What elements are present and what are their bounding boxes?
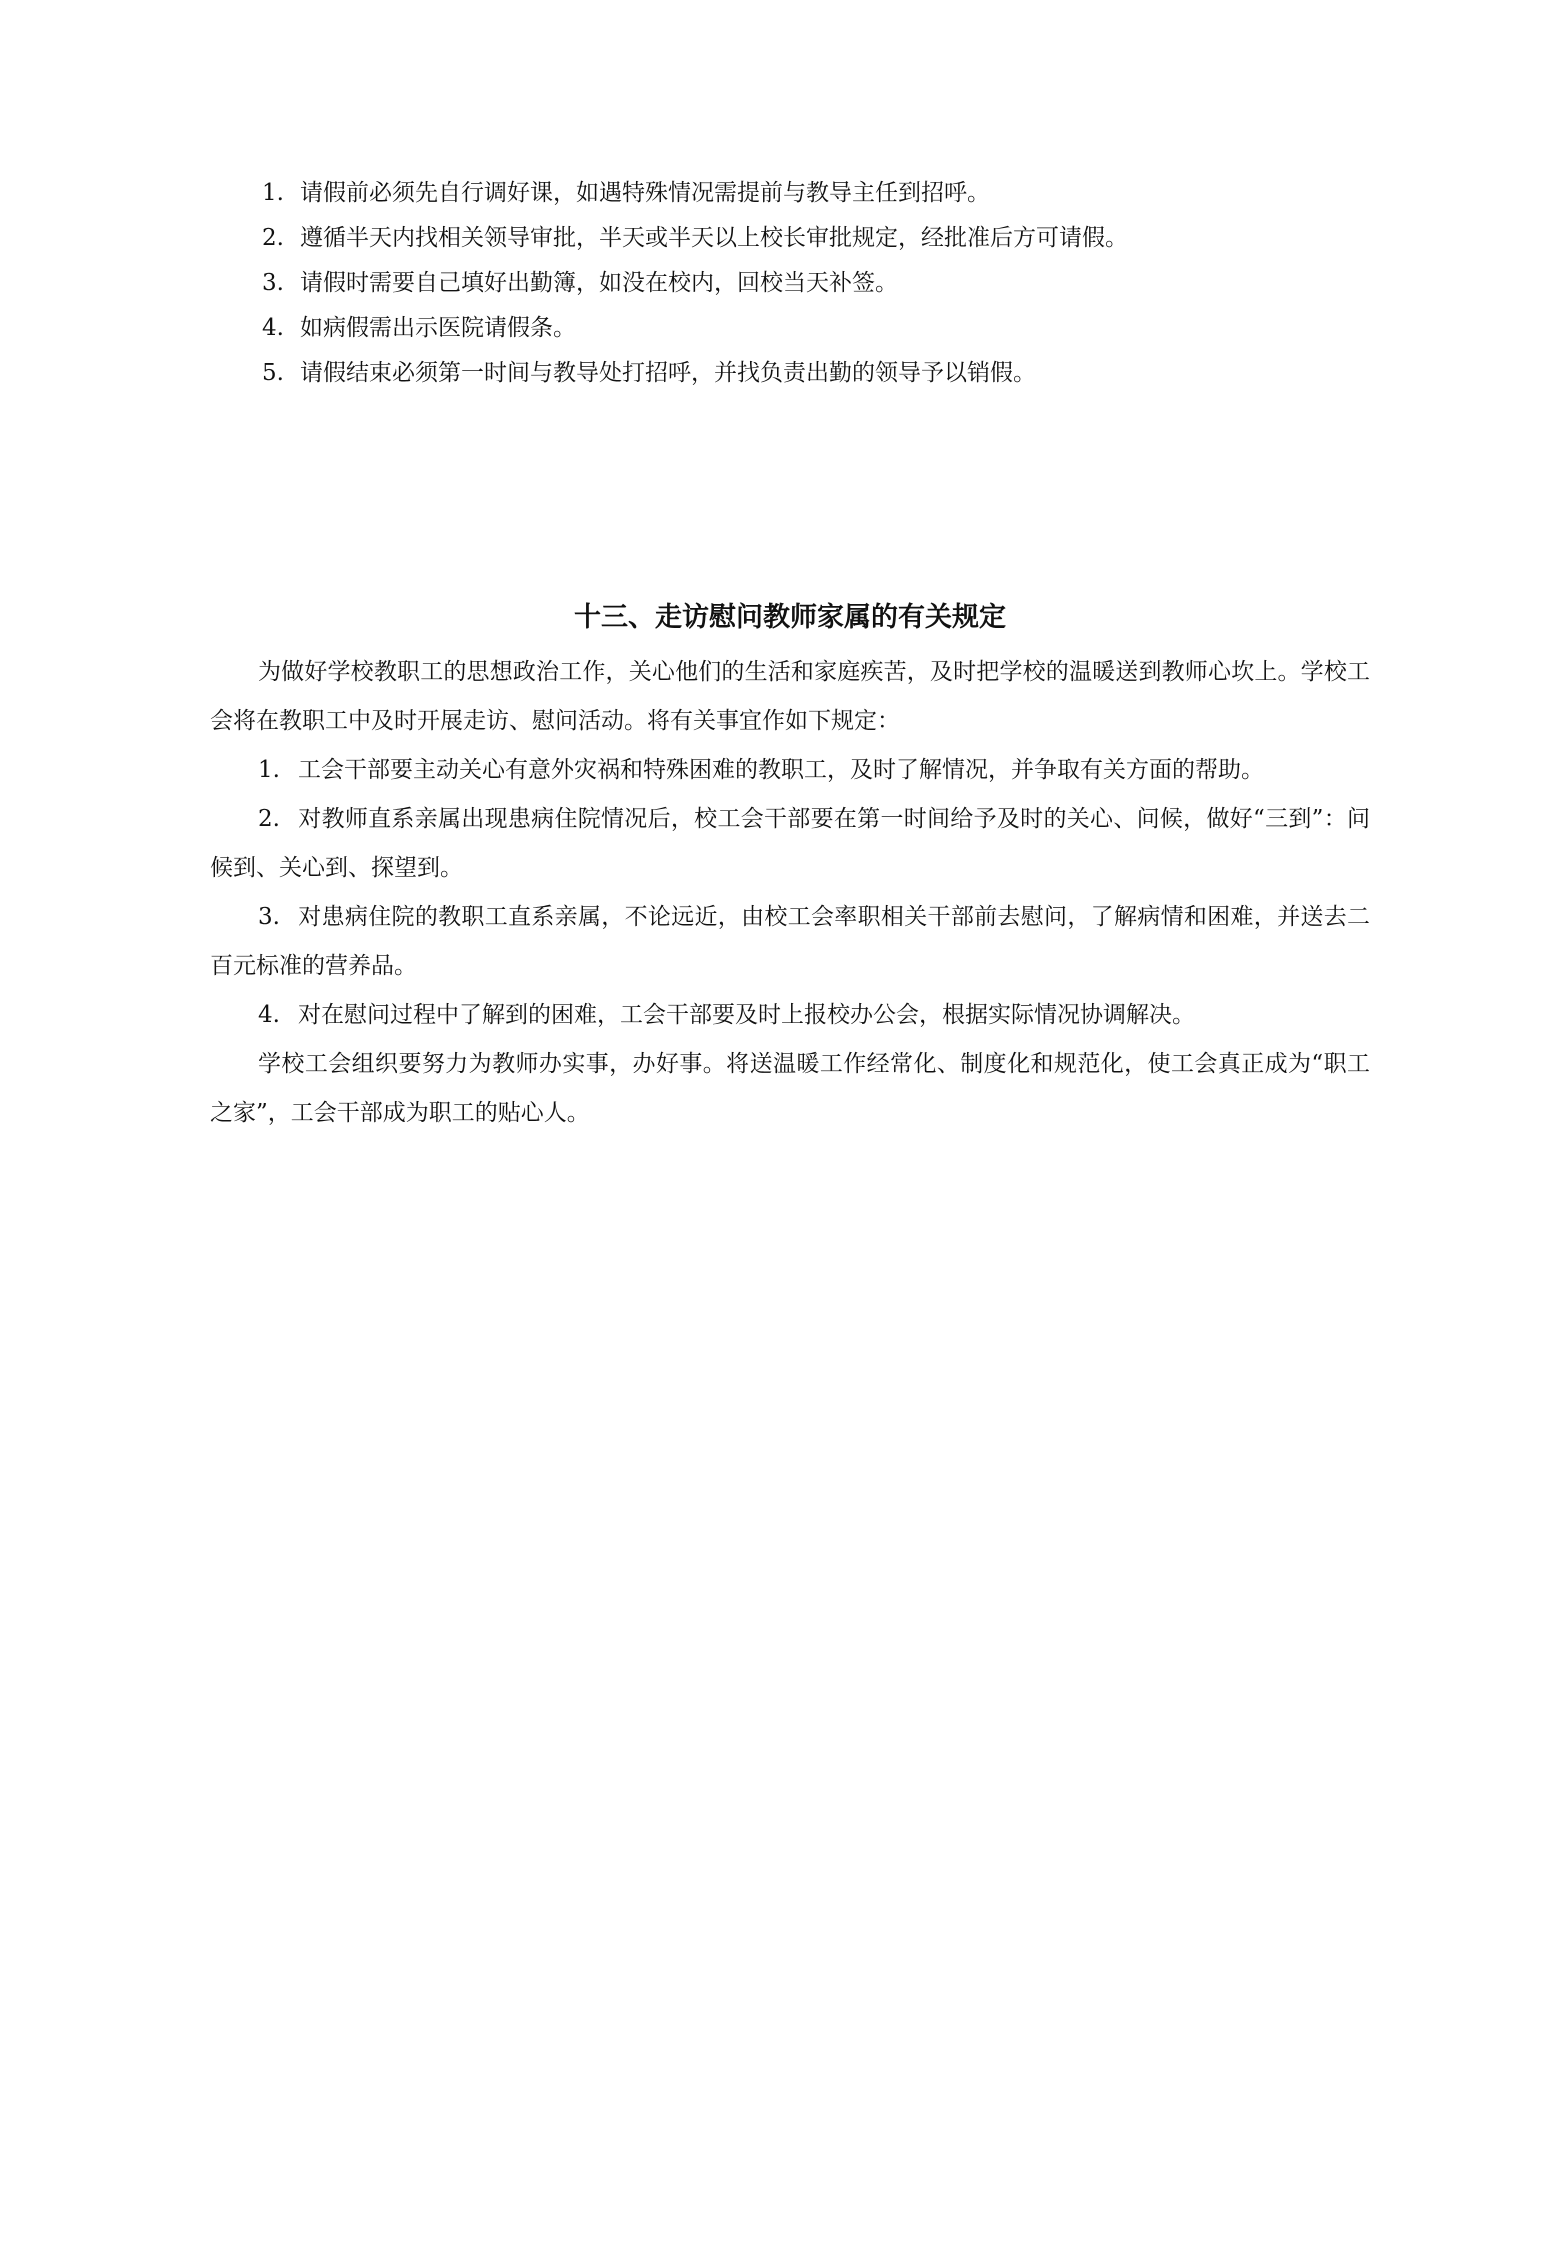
regulation-item (210, 746, 1370, 795)
regulation-item-text: 工会干部要主动关心有意外灾祸和特殊困难的教职工，及时了解情况，并争取有关方面的帮助。 (298, 757, 1264, 783)
intro-paragraph: 为做好学校教职工的思想政治工作，关心他们的生活和家庭疾苦，及时把学校的温暖送到教师心坎上。学校工会将在教职工中及时开展走访、慰问活动。将有关事宜作如下规定： (210, 659, 1370, 734)
regulation-item-number: 1. (258, 757, 280, 783)
list-item-text: 遵循半天内找相关领导审批，半天或半天以上校长审批规定，经批准后方可请假。 (300, 225, 1128, 251)
list-item (262, 313, 1372, 358)
leave-rules-list (262, 178, 1372, 403)
regulation-item-text: 对在慰问过程中了解到的困难，工会干部要及时上报校办公会，根据实际情况协调解决。 (298, 1002, 1195, 1028)
closing-paragraph: 学校工会组织要努力为教师办实事，办好事。将送温暖工作经常化、制度化和规范化，使工会真正成为“职工之家”，工会干部成为职工的贴心人。 (210, 1051, 1370, 1126)
list-item (262, 358, 1372, 403)
visit-regulations-section (210, 600, 1370, 1138)
list-item-text: 请假前必须先自行调好课，如遇特殊情况需提前与教导主任到招呼。 (300, 180, 990, 206)
regulation-item (210, 991, 1370, 1040)
regulation-item-number: 4. (258, 1002, 280, 1028)
list-item-text: 请假结束必须第一时间与教导处打招呼，并找负责出勤的领导予以销假。 (300, 360, 1036, 386)
regulation-item-number: 2. (258, 806, 280, 832)
regulation-item (210, 795, 1370, 893)
list-item (262, 268, 1372, 313)
list-item (262, 223, 1372, 268)
list-item-number: 4. (262, 315, 284, 341)
regulation-item-text: 对患病住院的教职工直系亲属，不论远近，由校工会率职相关干部前去慰问，了解病情和困难，并送去二百元标准的营养品。 (210, 904, 1370, 979)
regulation-item-number: 3. (258, 904, 280, 930)
list-item-text: 如病假需出示医院请假条。 (300, 315, 576, 341)
list-item (262, 178, 1372, 223)
list-item-number: 3. (262, 270, 284, 296)
list-item-number: 1. (262, 180, 284, 206)
section-title: 十三、走访慰问教师家属的有关规定 (574, 602, 1006, 633)
regulation-item-text: 对教师直系亲属出现患病住院情况后，校工会干部要在第一时间给予及时的关心、问候，做好“三到”：问候到、关心到、探望到。 (210, 806, 1370, 881)
list-item-number: 2. (262, 225, 284, 251)
list-item-number: 5. (262, 360, 284, 386)
regulation-item (210, 893, 1370, 991)
list-item-text: 请假时需要自己填好出勤簿，如没在校内，回校当天补签。 (300, 270, 898, 296)
